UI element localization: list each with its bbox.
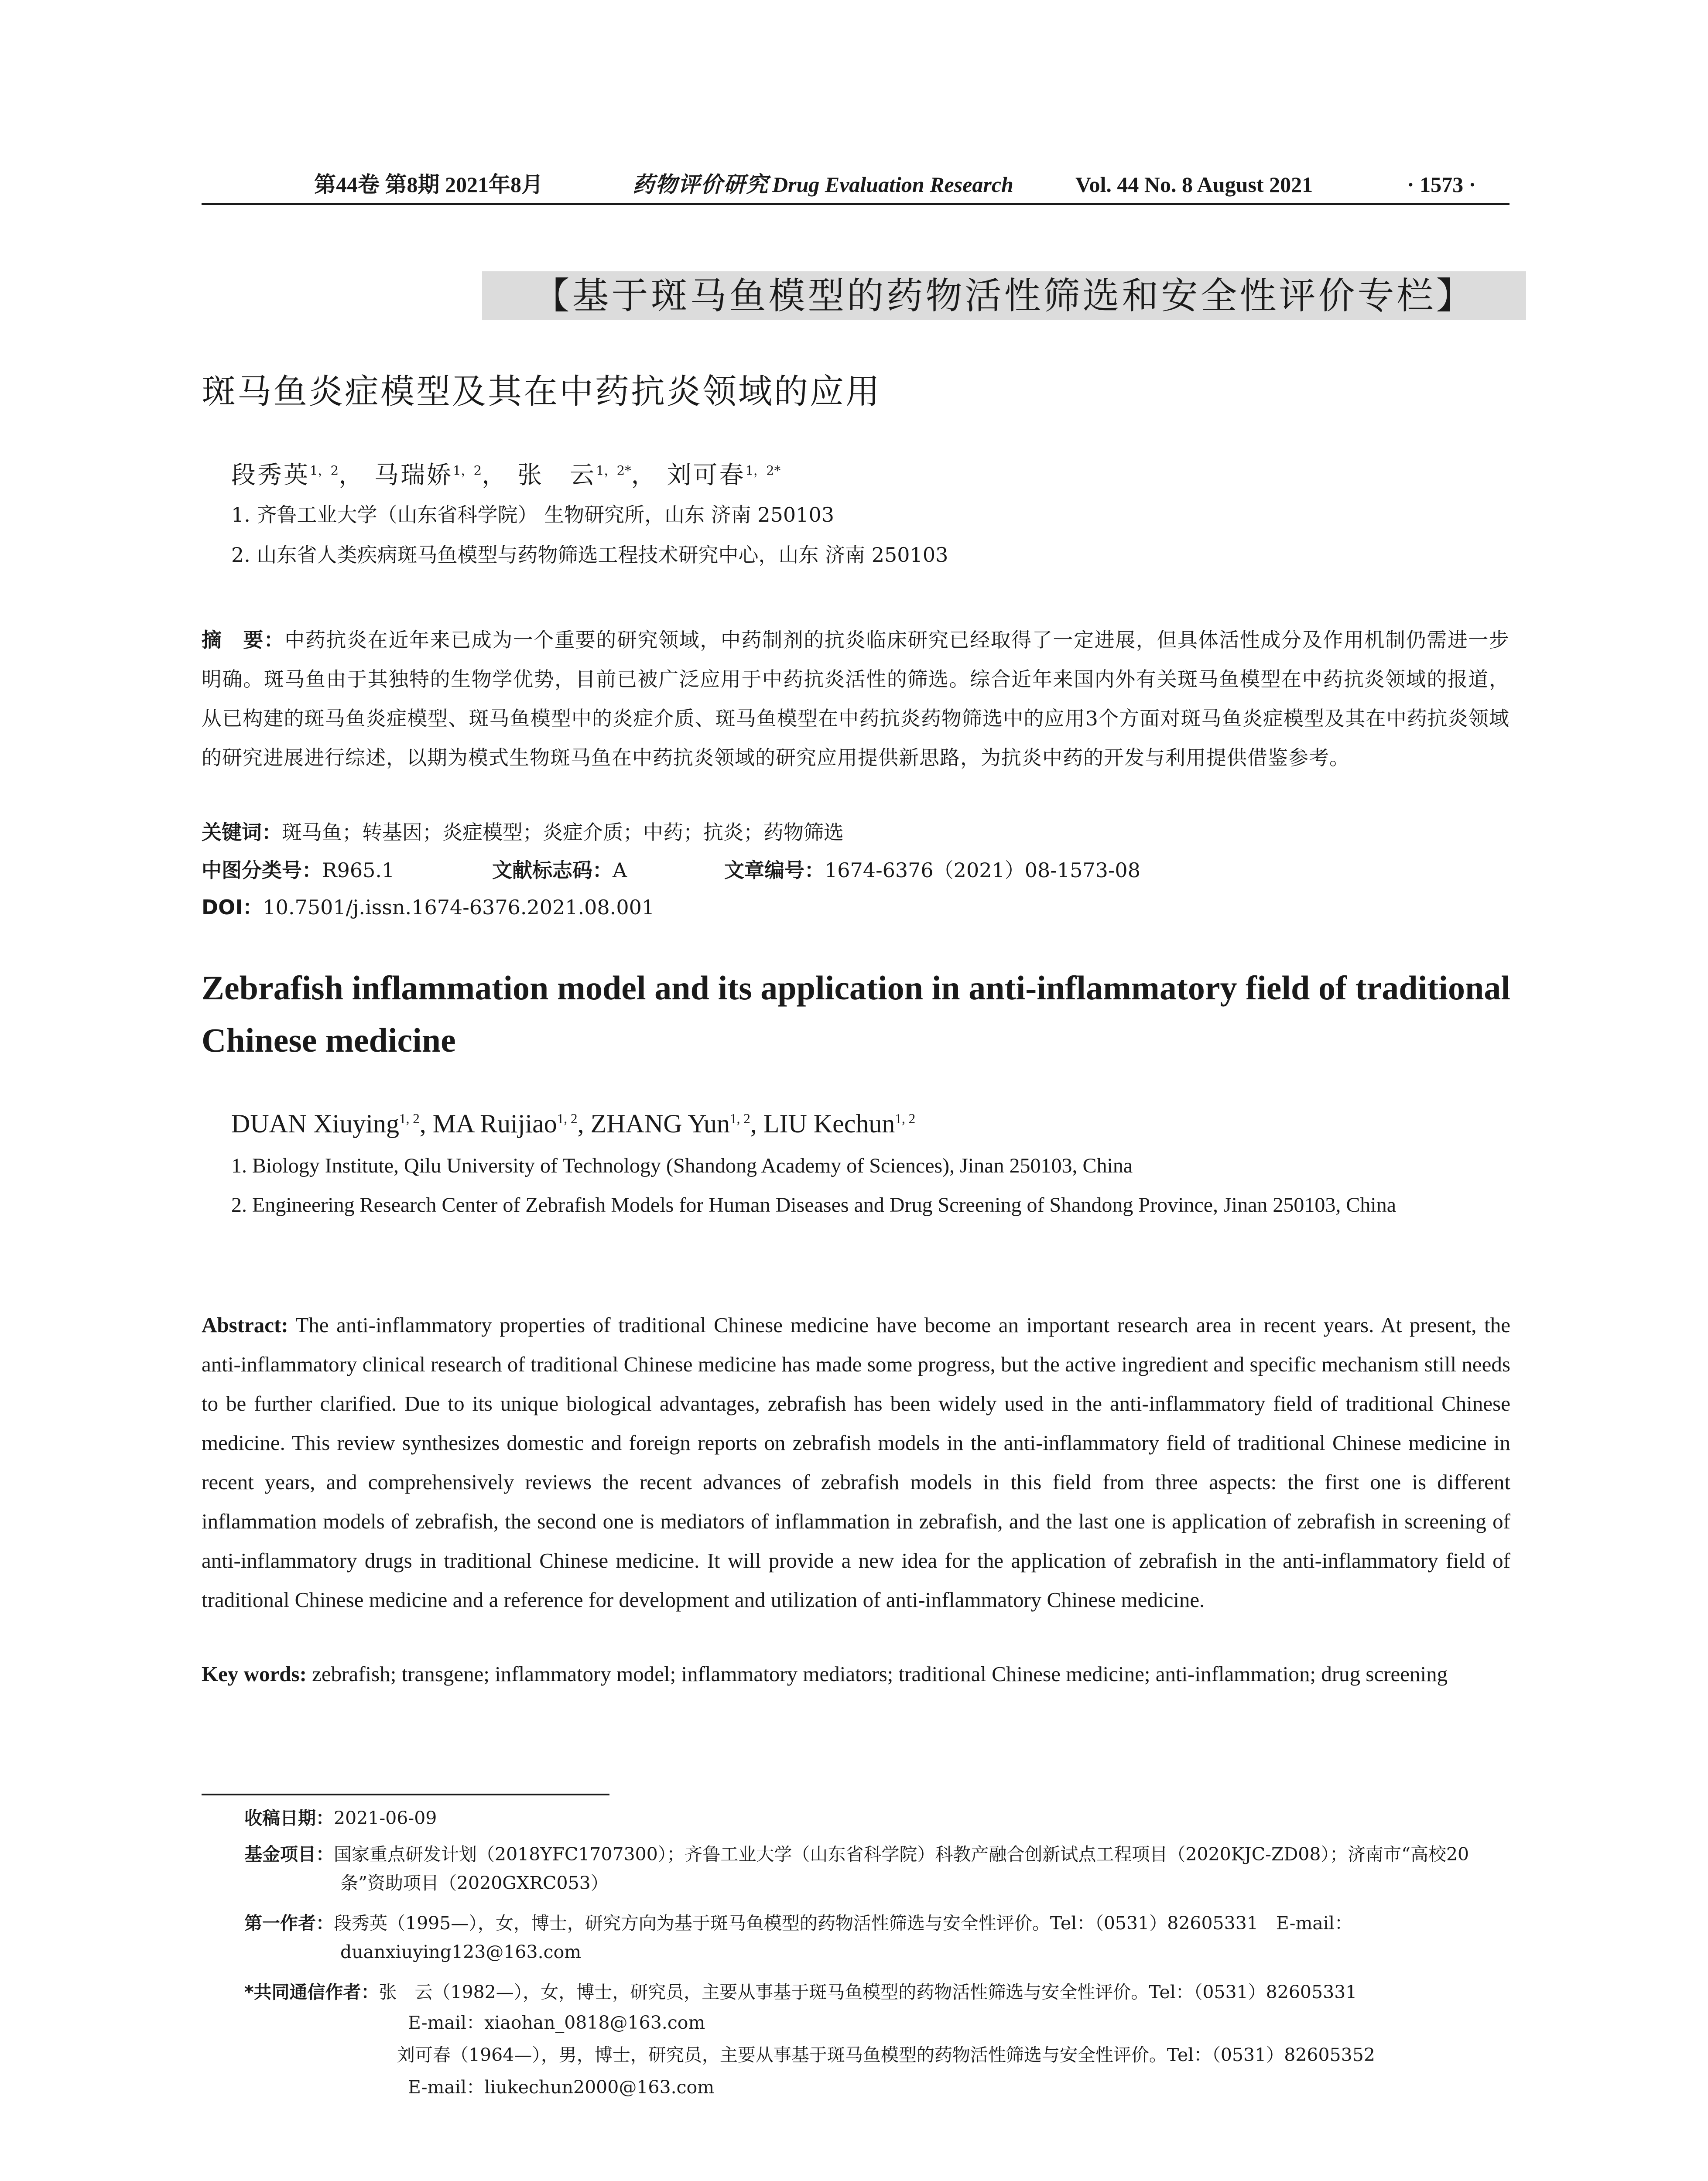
cn-author-name: 刘可春: [667, 461, 746, 489]
cn-author-name: 马瑞娇: [374, 461, 453, 489]
cn-affiliation: 2. 山东省人类疾病斑马鱼模型与药物筛选工程技术研究中心，山东 济南 250103: [231, 543, 948, 567]
fund-info: 基金项目：国家重点研发计划（2018YFC1707300）；齐鲁工业大学（山东省科学院）科教产融合创新试点工程项目（2020KJC-ZD08）；济南市“高校20条”资助项目（2020GXRC053）: [244, 1844, 1469, 1894]
page-number: · 1573 ·: [1407, 172, 1476, 197]
cn-affiliation: 1. 齐鲁工业大学（山东省科学院） 生物研究所，山东 济南 250103: [231, 503, 834, 526]
en-title: Zebrafish inflammation model and its application in anti-inflammatory field of traditional Chinese medicine: [202, 969, 1510, 1059]
received-date: 收稿日期：2021-06-09: [244, 1808, 437, 1829]
en-author-affil: 1, 2: [730, 1111, 750, 1126]
first-author-info: 第一作者：段秀英（1995—），女，博士，研究方向为基于斑马鱼模型的药物活性筛选与安全性评价。Tel：（0531）82605331 E-mail：duanxiuying123@163.com: [244, 1913, 1352, 1962]
cn-author-affil: 1，2*: [596, 463, 631, 478]
cn-authors: 段秀英$^{1,2}$， 马瑞娇$^{1,2}$， 张 云$^{1,2*}$， 刘可春$^{1,2*}$: [231, 461, 781, 489]
en-authors: DUAN Xiuying$^{1, 2}$, MA Ruijiao$^{1, 2}$, ZHANG Yun$^{1, 2}$, LIU Kechun$^{1, 2}$: [231, 1109, 916, 1138]
header-volume-en: Vol. 44 No. 8 August 2021: [1075, 172, 1313, 197]
en-author-affil: 1, 2: [557, 1111, 578, 1126]
en-keywords-label: Key words:: [202, 1662, 307, 1686]
en-keywords: [202, 1655, 1510, 1694]
en-author-name: LIU Kechun: [763, 1109, 895, 1138]
header-journal-en: Drug Evaluation Research: [772, 172, 1013, 197]
cn-title: 斑马鱼炎症模型及其在中药抗炎领域的应用: [202, 372, 882, 411]
header-rule: [202, 203, 1509, 205]
en-affiliation: 2. Engineering Research Center of Zebrafish Models for Human Diseases and Drug Screening of Shandong Province, Jinan 250103, China: [231, 1193, 1397, 1217]
clc: 中图分类号：R965.1: [202, 858, 395, 882]
en-author-name: MA Ruijiao: [432, 1109, 557, 1138]
en-keywords-text: zebrafish; transgene; inflammatory model; inflammatory mediators; traditional Chinese medicine; anti-inflammation; drug screening: [312, 1662, 1448, 1686]
column-banner: 【基于斑马鱼模型的药物活性筛选和安全性评价专栏】: [482, 271, 1526, 320]
en-abstract: [202, 1306, 1510, 1620]
article-number: 文章编号：1674-6376（2021）08-1573-08: [724, 858, 1140, 882]
doc-code: 文献标志码：A: [492, 858, 627, 882]
cn-author-affil: 1，2*: [745, 463, 781, 478]
header-volume-cn: 第44卷 第8期 2021年8月: [314, 172, 543, 197]
cn-author-affil: 1，2: [310, 463, 339, 478]
doi: DOI：10.7501/j.issn.1674-6376.2021.08.001: [202, 896, 655, 919]
en-abstract-label: Abstract:: [202, 1313, 288, 1337]
en-author-affil: 1, 2: [399, 1111, 420, 1126]
cn-abstract: [202, 620, 1509, 777]
footnote-rule: [202, 1794, 609, 1795]
en-author-affil: 1, 2: [895, 1111, 916, 1126]
cn-author-name: 段秀英: [231, 461, 310, 489]
en-author-name: ZHANG Yun: [590, 1109, 730, 1138]
corresponding-author-1: *共同通信作者：张 云（1982—），女，博士，研究员，主要从事基于斑马鱼模型的药物活性筛选与安全性评价。Tel：（0531）82605331: [244, 1982, 1357, 2003]
cn-classification-row: [202, 853, 394, 888]
corresponding-author-1-email: E-mail：xiaohan_0818@163.com: [408, 2012, 705, 2033]
en-abstract-text: The anti-inflammatory properties of traditional Chinese medicine have become an important research area in recent years. At present, the anti-inflammatory clinical research of traditional Chinese medicine has made some progress, but the active ingredient and specific mechanism still needs to be further clarified. Due to its unique biological advantages, zebrafish has been widely used in the anti-inflammatory field of traditional Chinese medicine. This review synthesizes domestic and foreign reports on zebrafish models in the anti-inflammatory field of traditional Chinese medicine in recent years, and comprehensively reviews the recent advances of zebrafish models in this field from three aspects: the first one is different inflammation models of zebrafish, the second one is mediators of inflammation in zebrafish, and the last one is application of zebrafish in screening of anti-inflammatory drugs in traditional Chinese medicine. It will provide a new idea for the application of zebrafish in the anti-inflammatory field of traditional Chinese medicine and a reference for development and utilization of anti-inflammatory Chinese medicine.: [202, 1313, 1511, 1612]
en-affiliation: 1. Biology Institute, Qilu University of Technology (Shandong Academy of Sciences), Jinan 250103, China: [231, 1154, 1133, 1177]
cn-abstract-label: 摘 要：: [202, 628, 285, 652]
corresponding-author-2-email: E-mail：liukechun2000@163.com: [408, 2077, 715, 2098]
cn-author-name: 张 云: [517, 461, 596, 489]
cn-abstract-text: 中药抗炎在近年来已成为一个重要的研究领域，中药制剂的抗炎临床研究已经取得了一定进展，但具体活性成分及作用机制仍需进一步明确。斑马鱼由于其独特的生物学优势，目前已被广泛应用于中药抗炎活性的筛选。综合近年来国内外有关斑马鱼模型在中药抗炎领域的报道，从已构建的斑马鱼炎症模型、斑马鱼模型中的炎症介质、斑马鱼模型在中药抗炎药物筛选中的应用3个方面对斑马鱼炎症模型及其在中药抗炎领域的研究进展进行综述，以期为模式生物斑马鱼在中药抗炎领域的研究应用提供新思路，为抗炎中药的开发与利用提供借鉴参考。: [202, 628, 1510, 769]
cn-keywords: 关键词：斑马鱼；转基因；炎症模型；炎症介质；中药；抗炎；药物筛选: [202, 820, 844, 844]
journal-logo: 药物评价研究: [633, 171, 769, 197]
corresponding-author-2: 刘可春（1964—），男，博士，研究员，主要从事基于斑马鱼模型的药物活性筛选与安全性评价。Tel：（0531）82605352: [397, 2044, 1375, 2065]
en-author-name: DUAN Xiuying: [231, 1109, 399, 1138]
cn-author-affil: 1，2: [452, 463, 482, 478]
